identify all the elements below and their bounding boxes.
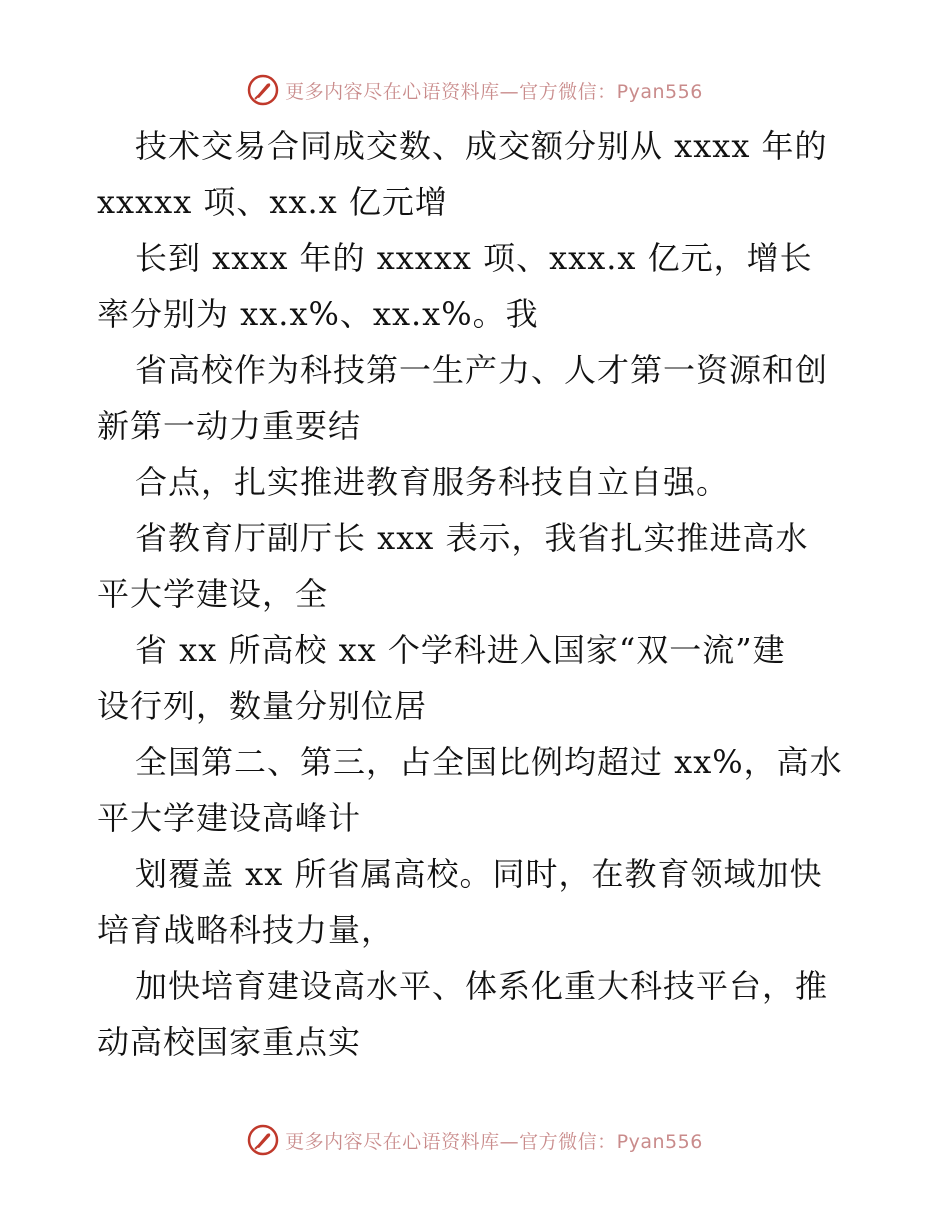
document-body (97, 118, 857, 1070)
body-text-line: 省教育厅副厅长 xxx 表示，我省扎实推进高水 (135, 519, 809, 557)
body-text-line: 技术交易合同成交数、成交额分别从 xxxx 年的 (135, 127, 828, 165)
footer-banner-text: 更多内容尽在心语资料库—官方微信：Pyan556 (285, 1130, 703, 1153)
body-text-line: 动高校国家重点实 (97, 1023, 362, 1061)
body-text-line: 新第一动力重要结 (97, 407, 362, 445)
feather-pen-logo-icon (247, 74, 279, 106)
body-text-line: 合点，扎实推进教育服务科技自立自强。 (135, 463, 730, 501)
feather-pen-logo-icon (247, 1124, 279, 1156)
body-text-line: 省 xx 所高校 xx 个学科进入国家“双一流”建 (135, 631, 786, 669)
body-text-line: 设行列，数量分别位居 (97, 687, 428, 725)
body-text-line: 平大学建设，全 (97, 575, 329, 613)
header-banner-text: 更多内容尽在心语资料库—官方微信：Pyan556 (285, 80, 703, 103)
header-banner (0, 70, 950, 110)
body-text-line: 划覆盖 xx 所省属高校。同时，在教育领域加快 (135, 855, 823, 893)
body-text-line: 平大学建设高峰计 (97, 799, 362, 837)
body-text-line: 培育战略科技力量， (97, 911, 395, 949)
body-text-line: 率分别为 xx.x%、xx.x%。我 (97, 295, 539, 333)
body-text-line: 长到 xxxx 年的 xxxxx 项、xxx.x 亿元，增长 (135, 239, 813, 277)
body-text-line: xxxxx 项、xx.x 亿元增 (97, 183, 448, 221)
body-text-line: 全国第二、第三，占全国比例均超过 xx%，高水 (135, 743, 843, 781)
body-text-line: 加快培育建设高水平、体系化重大科技平台，推 (135, 967, 829, 1005)
body-text-line: 省高校作为科技第一生产力、人才第一资源和创 (135, 351, 829, 389)
footer-banner (0, 1120, 950, 1160)
